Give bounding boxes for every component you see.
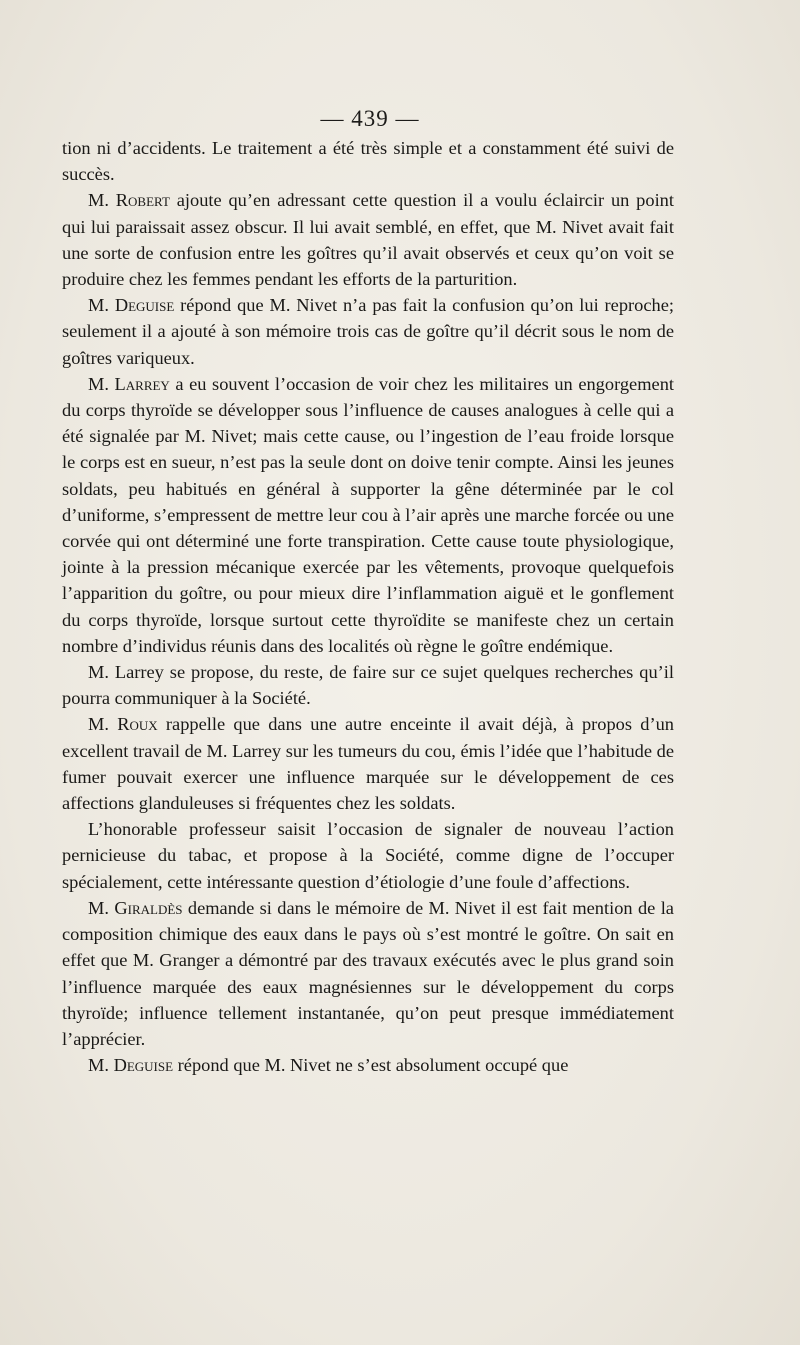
paragraph-larrey [62, 371, 674, 659]
paragraph-deguise-1 [62, 292, 674, 371]
speaker-name: Robert [115, 190, 170, 211]
paragraph-text: M. [88, 295, 115, 316]
paragraph-text: M. [88, 897, 115, 918]
speaker-name: Deguise [113, 1055, 174, 1076]
speaker-name: Roux [117, 714, 158, 735]
paragraph-giraldes [62, 895, 674, 1052]
paragraph-text: a eu souvent l’occasion de voir chez les militaires un engorgement du corps thyroïde se développer sous l’influence de causes analogues à celle qui a été signalée par M. Nivet; mais cette cause, ou l’ingestion de l’eau froide lorsque le corps est en sueur, n’est pas la seule dont on doive tenir compte. Ainsi les jeunes soldats, peu habitués en général à supporter la gêne déterminée par le col d’uniforme, s’empressent de mettre leur cou à l’air après une marche forcée ou une corvée qui ont déterminé une forte transpiration. Cette cause toute physiologique, jointe à la pression mécanique exercée par les vêtements, provoque quelquefois l’apparition du goître, ou pour mieux dire l’inflammation aiguë et le gonflement du corps thyroïde, lorsque surtout cette thyroïdite se manifeste chez un certain nombre d’individus réunis dans des localités où règne le goître endémique. [62, 373, 674, 656]
paragraph-robert [62, 187, 674, 292]
body-text [62, 135, 674, 1078]
paragraph-larrey-2 [62, 659, 674, 711]
page-number: — 439 — [320, 106, 420, 131]
speaker-name: Deguise [114, 295, 175, 316]
paragraph-text: M. [88, 373, 115, 394]
paragraph-text: ajoute qu’en adressant cette question il a voulu éclaircir un point qui lui paraissait assez obscur. Il lui avait semblé, en effet, que M. Nivet avait fait une sorte de confusion entre les goîtres qu’il avait observés et ceux qu’on voit se produire chez les femmes pendant les efforts de la parturition. [62, 190, 674, 290]
paragraph-text: M. [88, 714, 118, 735]
paragraph-text: M. [88, 1055, 114, 1076]
paragraph-continuation [62, 135, 674, 187]
paragraph-text: M. [88, 190, 116, 211]
paragraph-roux [62, 711, 674, 816]
paragraph-text: répond que M. Nivet ne s’est absolument occupé que [173, 1055, 569, 1076]
paragraph-text: M. Larrey se propose, du reste, de faire sur ce sujet quelques recherches qu’il pourra communiquer à la Société. [62, 662, 674, 709]
paragraph-professeur [62, 816, 674, 895]
speaker-name: Larrey [114, 373, 170, 394]
paragraph-text: demande si dans le mémoire de M. Nivet il est fait mention de la composition chimique des eaux dans le pays où s’est montré le goître. On sait en effet que M. Granger a démontré par des travaux exécutés avec le plus grand soin l’influence marquée des eaux magnésiennes sur le développement du corps thyroïde; influence tellement instantanée, qu’on peut presque immédiatement l’apprécier. [62, 897, 674, 1049]
paragraph-deguise-2 [62, 1052, 674, 1078]
paragraph-text: rappelle que dans une autre enceinte il avait déjà, à propos d’un excellent travail de M. Larrey sur les tumeurs du cou, émis l’idée que l’habitude de fumer pouvait exercer une influence marquée sur le développement de ces affections glanduleuses si fréquentes chez les soldats. [62, 714, 674, 814]
paragraph-text: répond que M. Nivet n’a pas fait la confusion qu’on lui reproche; seulement il a ajouté à son mémoire trois cas de goître qu’il décrit sous le nom de goîtres variqueux. [62, 295, 674, 368]
speaker-name: Giraldès [114, 897, 183, 918]
paragraph-text: tion ni d’accidents. Le traitement a été très simple et a constamment été suivi de succès. [62, 138, 674, 185]
paragraph-text: L’honorable professeur saisit l’occasion de signaler de nouveau l’action pernicieuse du tabac, et propose à la Société, comme digne de l’occuper spécialement, cette intéressante question d’étiologie d’une foule d’affections. [62, 819, 674, 892]
